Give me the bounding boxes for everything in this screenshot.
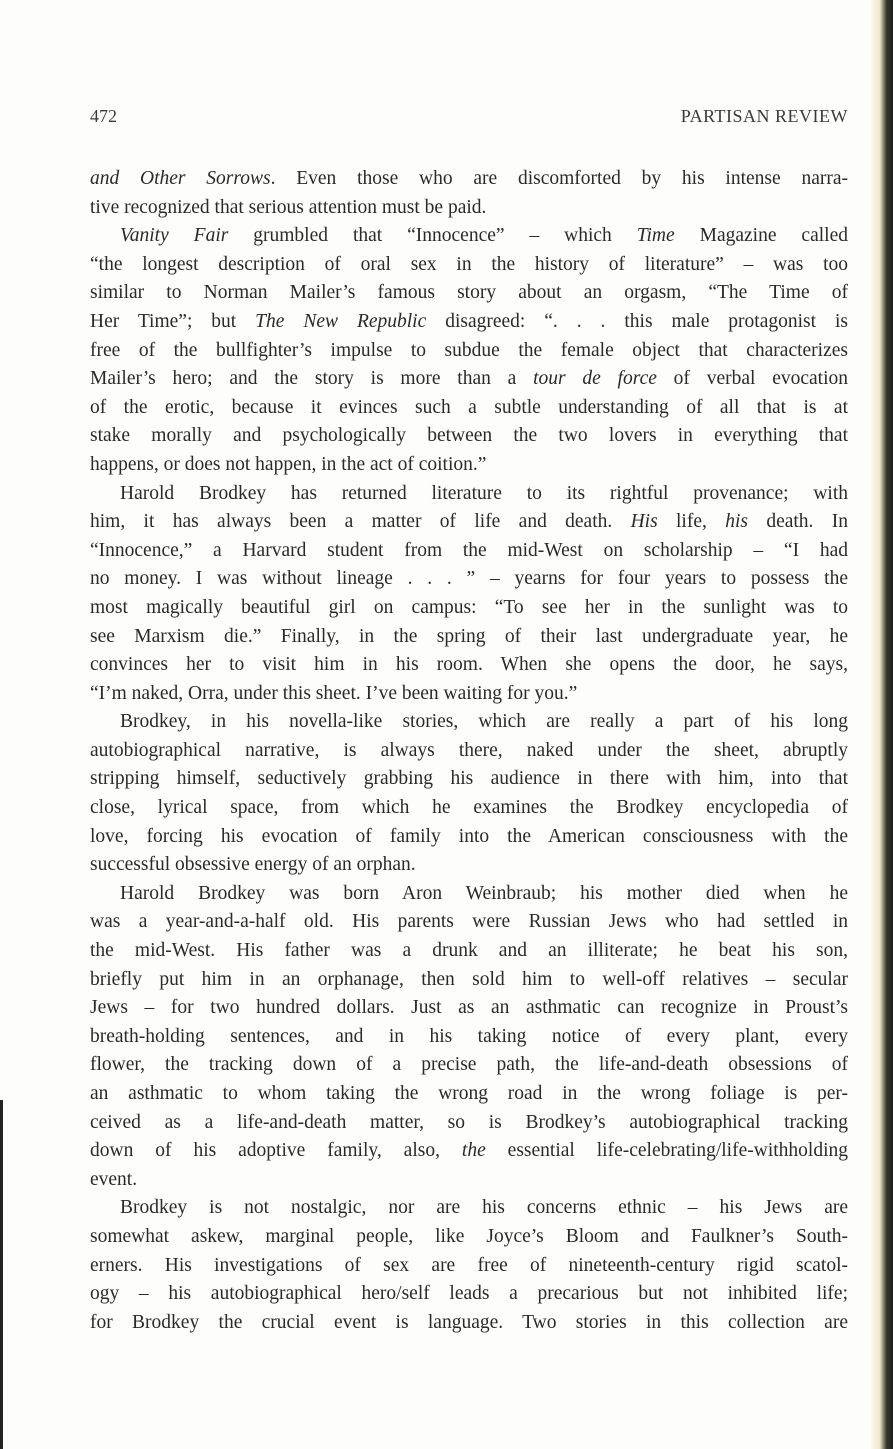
text-run: disagreed: “. . . this male protagonist is — [426, 310, 848, 332]
italic-text: and Other Sorrows — [90, 168, 271, 189]
text-run: Harold Brodkey was born Aron Weinbraub; his mother died when he — [120, 882, 848, 904]
text-line — [90, 194, 848, 223]
text-line — [90, 1194, 848, 1223]
text-line — [90, 994, 848, 1023]
text-line — [90, 1080, 848, 1109]
text-run: of the erotic, because it evinces such a subtle understanding of all that is at — [90, 396, 848, 418]
text-line — [90, 165, 848, 194]
text-run: “the longest description of oral sex in the history of literature” – was too — [90, 253, 848, 275]
text-run: . Even those who are discomforted by his intense narra- — [270, 168, 848, 189]
text-run: no money. I was without lineage . . . ” – yearns for four years to possess the — [90, 568, 848, 590]
text-line — [90, 394, 848, 423]
text-run: see Marxism die.” Finally, in the spring of their last undergraduate year, he — [90, 625, 848, 647]
text-run: “I’m naked, Orra, under this sheet. I’ve been waiting for you.” — [90, 682, 578, 704]
text-run: free of the bullfighter’s impulse to subdue the female object that characterizes — [90, 339, 848, 361]
text-line — [90, 1109, 848, 1138]
text-line — [90, 1166, 848, 1195]
text-line — [90, 1137, 848, 1166]
page-binding-shadow — [871, 0, 893, 1449]
italic-text: The New Republic — [255, 310, 427, 332]
text-run: stake morally and psychologically between the two lovers in everything that — [90, 425, 848, 447]
text-line — [90, 451, 848, 480]
text-run: event. — [90, 1168, 138, 1190]
text-line — [90, 680, 848, 709]
text-line — [90, 937, 848, 966]
text-line — [90, 651, 848, 680]
paragraph — [90, 165, 848, 222]
text-run: grumbled that “Innocence” – which — [228, 225, 637, 247]
text-line — [90, 1023, 848, 1052]
text-run: was a year-and-a-half old. His parents were Russian Jews who had settled in — [90, 911, 848, 933]
text-line — [90, 737, 848, 766]
article-body — [90, 165, 848, 1337]
text-line — [90, 1280, 848, 1309]
italic-text: Time — [636, 225, 675, 247]
text-run: for Brodkey the crucial event is language. Two stories in this collection are — [90, 1311, 848, 1333]
text-run: close, lyrical space, from which he examines the Brodkey encyclopedia of — [90, 797, 848, 819]
paragraph — [90, 880, 848, 1195]
text-line — [90, 337, 848, 366]
italic-text: tour de force — [533, 368, 657, 390]
text-run: stripping himself, seductively grabbing his audience in there with him, into that — [90, 768, 848, 790]
text-line — [90, 966, 848, 995]
text-run: most magically beautiful girl on campus: “To see her in the sunlight was to — [90, 596, 848, 618]
text-run: him, it has always been a matter of life and death. — [90, 511, 631, 533]
text-run: death. In — [747, 511, 848, 533]
text-run: happens, or does not happen, in the act of coition.” — [90, 453, 487, 475]
text-line — [90, 623, 848, 652]
text-line — [90, 823, 848, 852]
text-line — [90, 1051, 848, 1080]
text-line — [90, 308, 848, 337]
text-run: an asthmatic to whom taking the wrong road in the wrong foliage is per- — [90, 1083, 848, 1104]
paragraph — [90, 708, 848, 880]
text-run: Magazine called — [674, 225, 848, 247]
text-line — [90, 279, 848, 308]
italic-text: his — [725, 511, 748, 533]
text-run: flower, the tracking down of a precise path, the life-and-death obsessions of — [90, 1054, 848, 1076]
paragraph — [90, 480, 848, 709]
text-run: briefly put him in an orphanage, then sold him to well-off relatives – secular — [90, 968, 848, 990]
text-run: the mid-West. His father was a drunk and an illiterate; he beat his son, — [90, 940, 848, 962]
text-run: successful obsessive energy of an orphan. — [90, 854, 416, 876]
text-run: autobiographical narrative, is always there, naked under the sheet, abruptly — [90, 739, 848, 761]
text-run: of verbal evocation — [656, 368, 848, 390]
page-number: 472 — [90, 106, 117, 126]
text-line — [90, 1223, 848, 1252]
text-run: similar to Norman Mailer’s famous story about an orgasm, “The Time of — [90, 282, 848, 304]
text-run: ceived as a life-and-death matter, so is Brodkey’s autobiographical tracking — [90, 1111, 848, 1133]
text-run: Jews – for two hundred dollars. Just as an asthmatic can recognize in Proust’s — [90, 997, 848, 1019]
text-line — [90, 508, 848, 537]
text-run: Harold Brodkey has returned literature to its rightful provenance; with — [120, 482, 848, 504]
text-line — [90, 251, 848, 280]
page-header — [90, 106, 848, 130]
text-line — [90, 565, 848, 594]
scan-edge — [0, 1100, 3, 1449]
text-run: life, — [657, 511, 726, 533]
text-line — [90, 480, 848, 509]
text-run: convinces her to visit him in his room. When she opens the door, he says, — [90, 654, 848, 676]
text-line — [90, 365, 848, 394]
text-run: tive recognized that serious attention must be paid. — [90, 196, 487, 218]
paragraph — [90, 1194, 848, 1337]
text-run: “Innocence,” a Harvard student from the mid-West on scholarship – “I had — [90, 539, 848, 561]
text-run: erners. His investigations of sex are free of nineteenth-century rigid scatol- — [90, 1254, 848, 1276]
text-run: Mailer’s hero; and the story is more than a — [90, 368, 534, 390]
text-run: Her Time”; but — [90, 310, 256, 332]
text-run: love, forcing his evocation of family into the American consciousness with the — [90, 825, 848, 847]
running-head: PARTISAN REVIEW — [680, 106, 848, 126]
text-line — [90, 1309, 848, 1338]
text-line — [90, 708, 848, 737]
text-line — [90, 222, 848, 251]
text-run: somewhat askew, marginal people, like Joyce’s Bloom and Faulkner’s South- — [90, 1225, 848, 1247]
italic-text: Vanity Fair — [120, 225, 229, 247]
text-line — [90, 1252, 848, 1281]
text-line — [90, 794, 848, 823]
paragraph — [90, 222, 848, 479]
text-run: ogy – his autobiographical hero/self leads a precarious but not inhibited life; — [90, 1283, 848, 1305]
text-line — [90, 851, 848, 880]
text-run: essential life-celebrating/life-withholding — [485, 1140, 848, 1162]
text-run: down of his adoptive family, also, — [90, 1140, 462, 1162]
italic-text: the — [461, 1140, 486, 1162]
text-run: Brodkey is not nostalgic, nor are his concerns ethnic – his Jews are — [120, 1197, 848, 1219]
text-run: Brodkey, in his novella-like stories, which are really a part of his long — [120, 711, 848, 733]
text-run: breath-holding sentences, and in his taking notice of every plant, every — [90, 1025, 848, 1047]
text-line — [90, 765, 848, 794]
text-line — [90, 594, 848, 623]
text-line — [90, 908, 848, 937]
text-line — [90, 880, 848, 909]
text-line — [90, 422, 848, 451]
text-line — [90, 537, 848, 566]
italic-text: His — [630, 511, 658, 533]
